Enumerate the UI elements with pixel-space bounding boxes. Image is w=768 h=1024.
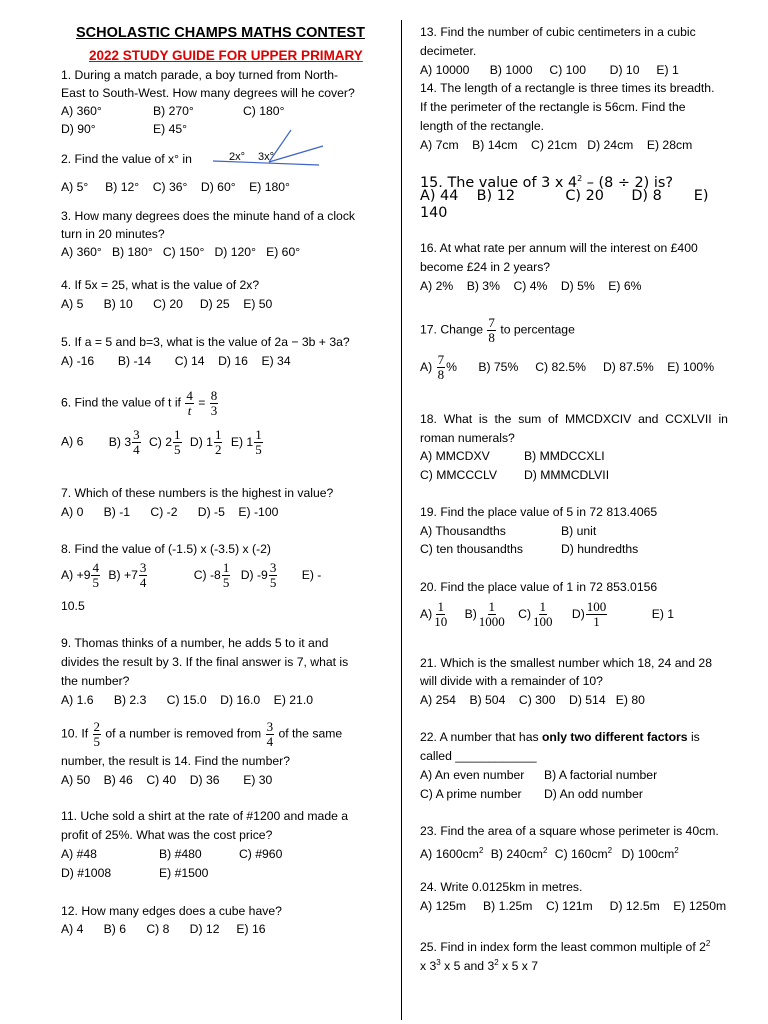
q11-option-d: D) #1008: [61, 866, 112, 880]
q22-option-d: D) An odd number: [544, 787, 643, 801]
q21-line2: will divide with a remainder of 10?: [420, 674, 603, 688]
q2-ray-2: [269, 146, 323, 162]
q17-option-a: A) $\frac{7}{8}$ %: [420, 352, 457, 382]
q3-options: A) 360° B) 180° C) 150° D) 120° E) 60°: [61, 245, 301, 259]
q20-option-d: D) $\frac{100}{1}$: [571, 599, 607, 629]
q13-line2: decimeter.: [420, 44, 477, 58]
q22-line2: called ____________: [420, 749, 537, 763]
q11-option-a: A) #48: [61, 847, 97, 861]
q2-angle-label-b: 3x°: [258, 151, 275, 163]
q14-options: A) 7cm B) 14cm C) 21cm D) 24cm E) 28cm: [420, 138, 693, 152]
q14-line2: If the perimeter of the rectangle is 56cm. Find the: [420, 100, 686, 114]
q11-line1: 11. Uche sold a shirt at the rate of #1200 and made a: [61, 809, 349, 823]
q8-option-b: B) +7 $\frac{3}{4}$: [108, 560, 147, 590]
q17-stem: 17. Change $\frac{7}{8}$ to percentage: [420, 315, 575, 345]
q9-options: A) 1.6 B) 2.3 C) 15.0 D) 16.0 E) 21.0: [61, 693, 313, 707]
q1-line1: 1. During a match parade, a boy turned from North-: [61, 68, 339, 82]
q16-line1: 16. At what rate per annum will the interest on £400: [420, 241, 698, 255]
page-subtitle: 2022 STUDY GUIDE FOR UPPER PRIMARY: [89, 48, 363, 63]
q23-option-c: C) $160cm^2$: [554, 846, 613, 862]
q6-option-c: C) 2 $\frac{1}{5}$: [149, 427, 181, 457]
q6-option-e: E) 1 $\frac{1}{5}$: [230, 427, 262, 457]
q22-option-b: B) A factorial number: [544, 768, 658, 782]
q6-equals: =: [198, 395, 206, 410]
q9-line3: the number?: [61, 674, 130, 688]
q1-option-d: D) 90°: [61, 122, 96, 136]
q20-option-a: A) $\frac{1}{10}$: [420, 599, 448, 629]
q6-fraction-1: $\frac{4}{t}$: [186, 388, 193, 418]
q13-line1: 13. Find the number of cubic centimeters in a cubic: [420, 25, 696, 39]
q21-options: A) 254 B) 504 C) 300 D) 514 E) 80: [420, 693, 645, 707]
q15-options: A) 44 B) 12 C) 20 D) 8 E): [420, 188, 709, 204]
q7-options: A) 0 B) -1 C) -2 D) -5 E) -100: [61, 505, 279, 519]
q14-line3: length of the rectangle.: [420, 119, 544, 133]
q19-option-a: A) Thousandths: [420, 524, 506, 538]
q11-option-b: B) #480: [159, 847, 202, 861]
q5-stem: 5. If a = 5 and b=3, what is the value of 2a − 3b + 3a?: [61, 335, 350, 349]
q9-line2: divides the result by 3. If the final answer is 7, what is: [61, 655, 349, 669]
q10-stem: 10. If $\frac{2}{5}$ of a number is removed from $\frac{3}{4}$ of the same: [61, 719, 343, 749]
q24-options: A) 125m B) 1.25m C) 121m D) 12.5m E) 1250m: [420, 899, 727, 913]
q1-option-e: E) 45°: [153, 122, 188, 136]
q6-options: [61, 428, 264, 457]
q24-stem: 24. Write 0.0125km in metres.: [420, 880, 583, 894]
q8-option-a: A) +9 $\frac{4}{5}$: [61, 560, 99, 590]
q3-line2: turn in 20 minutes?: [61, 227, 165, 241]
q6-stem: [61, 389, 219, 418]
q4-options: A) 5 B) 10 C) 20 D) 25 E) 50: [61, 297, 273, 311]
q10-line2: number, the result is 14. Find the number?: [61, 754, 290, 768]
q9-line1: 9. Thomas thinks of a number, he adds 5 to it and: [61, 636, 329, 650]
q1-line2: East to South-West. How many degrees will he cover?: [61, 86, 355, 100]
q17-options: [420, 353, 714, 382]
q23-option-b: B) $240cm^2$: [490, 846, 548, 862]
q6-fraction-2: $\frac{8}{3}$: [210, 388, 218, 418]
q18-option-d: D) MMMCDLVII: [524, 468, 610, 482]
q6-option-b: B) 3 $\frac{3}{4}$: [108, 427, 140, 457]
q22-line1: 22. A number that has only two different factors is: [420, 730, 700, 744]
column-divider: [401, 20, 402, 1020]
q18-line1: 18. What is the sum of MMCDXCIV and CCXLVII in: [420, 412, 728, 426]
q25-line1: 25. Find in index form the least common multiple of $2^2$: [420, 939, 711, 955]
q18-option-b: B) MMDCCXLI: [524, 449, 605, 463]
q20-option-c: C) $\frac{1}{100}$: [518, 599, 553, 629]
q6-option-a: A) 6: [61, 434, 84, 449]
q6-stem-text: 6. Find the value of t if: [61, 395, 181, 410]
q8-option-d: D) -9 $\frac{3}{5}$: [240, 560, 277, 590]
q15-stem: 15. The value of 3 x $4^2 - (8 \div 2)$ is?: [420, 174, 674, 191]
q2-angle-label-a: 2x°: [229, 151, 246, 163]
q10-fraction-2: $\frac{3}{4}$: [266, 719, 274, 749]
q19-option-c: C) ten thousandths: [420, 542, 523, 556]
q12-stem: 12. How many edges does a cube have?: [61, 904, 282, 918]
q8-options: [61, 561, 321, 590]
q4-stem: 4. If 5x = 25, what is the value of 2x?: [61, 278, 260, 292]
q2-options: A) 5° B) 12° C) 36° D) 60° E) 180°: [61, 180, 290, 194]
q23-option-a: A) $1600cm^2$: [420, 846, 484, 862]
q16-line2: become £24 in 2 years?: [420, 260, 551, 274]
q8-option-e-value: 10.5: [61, 599, 85, 613]
q18-option-a: A) MMCDXV: [420, 449, 490, 463]
q25-line2: x $3^3$ x 5 and $3^2$ x 5 x 7: [420, 958, 538, 974]
q20-stem: 20. Find the place value of 1 in 72 853.0156: [420, 580, 658, 594]
q10-options: A) 50 B) 46 C) 40 D) 36 E) 30: [61, 773, 273, 787]
q20-option-e: E) 1: [651, 606, 675, 621]
q19-option-d: D) hundredths: [561, 542, 639, 556]
q20-options: [420, 600, 674, 629]
q7-stem: 7. Which of these numbers is the highest in value?: [61, 486, 334, 500]
q3-line1: 3. How many degrees does the minute hand of a clock: [61, 209, 356, 223]
q10-fraction-1: $\frac{2}{5}$: [93, 719, 100, 749]
q19-option-b: B) unit: [561, 524, 597, 538]
q17-fraction: $\frac{7}{8}$: [488, 315, 495, 345]
q16-options: A) 2% B) 3% C) 4% D) 5% E) 6%: [420, 279, 642, 293]
q1-option-b: B) 270°: [153, 104, 194, 118]
q22-option-c: C) A prime number: [420, 787, 522, 801]
q6-option-d: D) 1 $\frac{1}{2}$: [189, 427, 222, 457]
q18-option-c: C) MMCCCLV: [420, 468, 497, 482]
q1-option-c: C) 180°: [243, 104, 285, 118]
q1-option-a: A) 360°: [61, 104, 102, 118]
q17-options-rest: B) 75% C) 82.5% D) 87.5% E) 100%: [478, 359, 715, 374]
q21-line1: 21. Which is the smallest number which 18, 24 and 28: [420, 656, 712, 670]
q23-options: [420, 843, 679, 862]
q8-option-e: E) -: [301, 567, 322, 582]
q23-option-d: D) $100cm^2$: [621, 846, 679, 862]
q19-stem: 19. Find the place value of 5 in 72 813.4065: [420, 505, 658, 519]
q11-option-e: E) #1500: [159, 866, 209, 880]
q22-option-a: A) An even number: [420, 768, 525, 782]
q8-option-c: C) -8 $\frac{1}{5}$: [193, 560, 230, 590]
q18-line2: roman numerals?: [420, 431, 515, 445]
q20-option-b: B) $\frac{1}{1000}$: [464, 599, 505, 629]
q11-line2: profit of 25%. What was the cost price?: [61, 828, 273, 842]
page-title: SCHOLASTIC CHAMPS MATHS CONTEST: [76, 25, 365, 41]
q15-option-e-value: 140: [420, 205, 448, 221]
q5-options: A) -16 B) -14 C) 14 D) 16 E) 34: [61, 354, 291, 368]
q11-option-c: C) #960: [239, 847, 283, 861]
q12-options: A) 4 B) 6 C) 8 D) 12 E) 16: [61, 922, 266, 936]
q8-stem: 8. Find the value of (-1.5) x (-3.5) x (-2): [61, 542, 271, 556]
q23-stem: 23. Find the area of a square whose perimeter is 40cm.: [420, 824, 719, 838]
q14-line1: 14. The length of a rectangle is three times its breadth.: [420, 81, 715, 95]
q2-stem: 2. Find the value of x° in: [61, 152, 192, 166]
q13-options: A) 10000 B) 1000 C) 100 D) 10 E) 1: [420, 63, 679, 77]
